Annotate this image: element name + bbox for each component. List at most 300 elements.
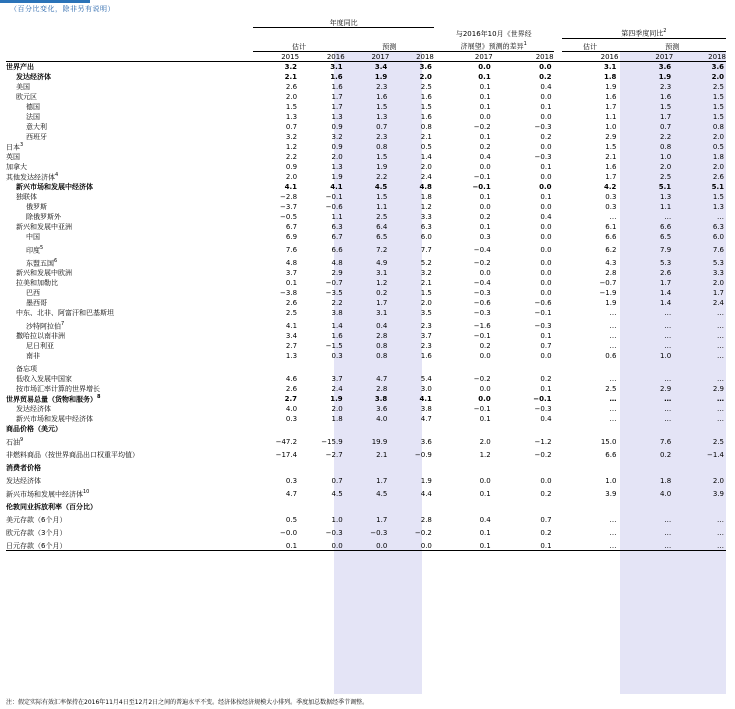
- value-cell: 0.2: [660, 451, 672, 459]
- value-cell: 0.0: [539, 63, 552, 71]
- outlook-table: [6, 16, 726, 551]
- value-cell: −0.5: [280, 213, 298, 221]
- row-label-text: 世界贸易总量（货物和服务）: [6, 395, 97, 403]
- value-cell: 15.0: [600, 438, 617, 446]
- value-cell: −1.5: [325, 342, 343, 350]
- value-cell: 1.0: [660, 153, 672, 161]
- value-cell: 0.1: [540, 332, 552, 340]
- value-cell: 0.3: [285, 477, 298, 485]
- table-row: [6, 221, 726, 231]
- row-label-text: 发达经济体: [16, 405, 51, 413]
- row-label-text: 东盟五国: [26, 259, 54, 267]
- value-cell: [493, 360, 554, 373]
- value-cell: 2.0: [420, 163, 432, 171]
- value-cell: 0.0: [540, 203, 552, 211]
- value-cell: 0.2: [540, 529, 552, 537]
- value-cell: 3.4: [374, 63, 388, 71]
- row-label: [6, 81, 253, 91]
- value-cell: 6.5: [660, 233, 672, 241]
- value-cell: 2.5: [660, 173, 672, 181]
- value-cell: 4.7: [420, 415, 432, 423]
- table-row: [6, 121, 726, 131]
- column-gap: [554, 485, 562, 498]
- value-cell: 0.2: [540, 375, 552, 383]
- value-cell: 1.2: [420, 203, 432, 211]
- value-cell: 0.1: [479, 415, 491, 423]
- row-label-text: 日元存款（6个月）: [6, 541, 67, 550]
- table-row: [6, 413, 726, 423]
- value-cell: …: [664, 395, 672, 403]
- value-cell: …: [618, 537, 673, 550]
- table-row: [6, 131, 726, 141]
- value-cell: 4.4: [420, 490, 432, 498]
- value-cell: 2.5: [285, 309, 298, 317]
- value-cell: 6.3: [331, 223, 343, 231]
- value-cell: 3.6: [420, 438, 432, 446]
- value-cell: 0.0: [299, 537, 345, 550]
- row-label-text: 墨西哥: [26, 299, 47, 307]
- value-cell: [562, 459, 619, 472]
- table-footnote: 注：假定实际有效汇率保持在2016年11月4日至12月2日之间的普遍水平不变。经济体按经济规模大小排列。季度加总数据经季节调整。: [6, 699, 369, 706]
- diff-header-line2-text: 济展望》预测的差异: [460, 42, 524, 51]
- value-cell: 0.4: [479, 153, 491, 161]
- value-cell: [434, 459, 493, 472]
- value-cell: 6.6: [605, 233, 617, 241]
- table-row: [6, 267, 726, 277]
- table-row: [6, 231, 726, 241]
- value-cell: 0.8: [376, 352, 388, 360]
- value-cell: −0.3: [534, 153, 552, 161]
- value-cell: [618, 360, 673, 373]
- row-label-text: 拉美和加勒比: [16, 279, 58, 287]
- row-label-text: 新兴和发展中欧洲: [16, 269, 72, 277]
- value-cell: 4.1: [419, 395, 432, 403]
- year-col-3: 2017: [345, 51, 390, 61]
- value-cell: 0.8: [420, 123, 432, 131]
- value-cell: [673, 459, 726, 472]
- value-cell: 0.9: [331, 143, 343, 151]
- value-cell: 2.3: [420, 322, 432, 330]
- table-row: [6, 111, 726, 121]
- column-gap: [554, 91, 562, 101]
- table-row: [6, 537, 726, 550]
- footnote-marker: 8: [97, 393, 101, 400]
- value-cell: …: [609, 332, 617, 340]
- value-cell: 0.5: [712, 143, 724, 151]
- value-cell: [345, 360, 390, 373]
- row-label: [6, 254, 253, 267]
- value-cell: …: [717, 213, 724, 221]
- value-cell: 0.0: [540, 246, 552, 254]
- value-cell: 3.7: [331, 375, 343, 383]
- value-cell: 4.8: [419, 183, 432, 191]
- value-cell: 0.7: [540, 342, 552, 350]
- table-row: [6, 330, 726, 340]
- value-cell: …: [609, 213, 617, 221]
- value-cell: 0.7: [285, 123, 298, 131]
- value-cell: 1.2: [285, 143, 298, 151]
- table-row: [6, 141, 726, 151]
- value-cell: 1.6: [331, 332, 343, 340]
- value-cell: 2.6: [285, 83, 298, 91]
- row-label: [6, 340, 253, 350]
- value-cell: …: [609, 529, 617, 537]
- value-cell: −0.1: [473, 405, 491, 413]
- column-gap: [554, 287, 562, 297]
- value-cell: …: [664, 309, 672, 317]
- value-cell: −0.4: [473, 246, 491, 254]
- value-cell: 3.7: [285, 269, 298, 277]
- value-cell: 1.8: [604, 73, 617, 81]
- column-gap: [554, 340, 562, 350]
- value-cell: 1.3: [376, 113, 388, 121]
- value-cell: 2.0: [285, 173, 298, 181]
- value-cell: 2.8: [376, 332, 388, 340]
- row-label: [6, 350, 253, 360]
- value-cell: 1.7: [605, 173, 617, 181]
- value-cell: 0.1: [479, 193, 491, 201]
- value-cell: 3.6: [658, 63, 672, 71]
- value-cell: [618, 459, 673, 472]
- value-cell: 4.2: [604, 183, 617, 191]
- value-cell: −3.7: [280, 203, 298, 211]
- value-cell: 1.0: [331, 516, 343, 524]
- value-cell: 1.6: [420, 352, 432, 360]
- row-label: [6, 71, 253, 81]
- table-row: [6, 101, 726, 111]
- value-cell: −0.4: [473, 279, 491, 287]
- value-cell: 2.0: [712, 477, 724, 485]
- value-cell: 6.0: [420, 233, 432, 241]
- value-cell: 0.8: [376, 143, 388, 151]
- value-cell: −0.1: [472, 183, 491, 191]
- column-gap: [554, 433, 562, 446]
- value-cell: 3.9: [605, 490, 617, 498]
- table-row: [6, 151, 726, 161]
- column-gap: [554, 61, 562, 71]
- column-gap: [554, 330, 562, 340]
- value-cell: 0.1: [479, 490, 491, 498]
- value-cell: 0.0: [540, 289, 552, 297]
- value-cell: 0.1: [493, 537, 554, 550]
- value-cell: 1.0: [605, 477, 617, 485]
- column-gap: [554, 161, 562, 171]
- value-cell: 0.0: [479, 352, 491, 360]
- value-cell: [562, 498, 619, 511]
- row-label-text: 南非: [26, 352, 40, 360]
- value-cell: −0.6: [325, 203, 343, 211]
- value-cell: 2.4: [420, 173, 432, 181]
- value-cell: 0.0: [479, 163, 491, 171]
- column-gap: [554, 360, 562, 373]
- table-row: [6, 191, 726, 201]
- value-cell: 2.5: [712, 83, 724, 91]
- value-cell: 0.4: [540, 83, 552, 91]
- value-cell: 1.0: [605, 123, 617, 131]
- value-cell: 5.2: [420, 259, 432, 267]
- column-gap: [554, 423, 562, 433]
- row-label: [6, 485, 253, 498]
- row-label: [6, 498, 253, 511]
- footnote-marker: 3: [20, 141, 24, 148]
- row-label: [6, 537, 253, 550]
- value-cell: 0.0: [479, 477, 491, 485]
- value-cell: 0.0: [539, 183, 552, 191]
- column-gap: [554, 191, 562, 201]
- table-row: [6, 61, 726, 71]
- value-cell: 3.9: [712, 490, 724, 498]
- value-cell: 0.0: [478, 395, 491, 403]
- value-cell: …: [609, 405, 617, 413]
- value-cell: −0.7: [325, 279, 343, 287]
- year-col-2: 2016: [299, 51, 345, 61]
- value-cell: 1.9: [658, 73, 672, 81]
- value-cell: 1.7: [331, 103, 343, 111]
- value-cell: 2.0: [660, 163, 672, 171]
- value-cell: [345, 423, 390, 433]
- table-row: [6, 393, 726, 403]
- value-cell: 1.2: [376, 279, 388, 287]
- column-gap: [554, 101, 562, 111]
- table-row: [6, 307, 726, 317]
- value-cell: 2.8: [420, 516, 432, 524]
- value-cell: [299, 360, 345, 373]
- value-cell: 0.0: [389, 537, 434, 550]
- footnote-marker: 5: [40, 244, 44, 251]
- value-cell: …: [717, 415, 724, 423]
- value-cell: 0.0: [540, 113, 552, 121]
- value-cell: …: [664, 213, 672, 221]
- table-row: [6, 201, 726, 211]
- value-cell: [253, 423, 299, 433]
- value-cell: 0.1: [479, 133, 491, 141]
- value-cell: …: [717, 395, 724, 403]
- value-cell: 0.7: [331, 477, 343, 485]
- value-cell: 1.8: [420, 193, 432, 201]
- row-label: [6, 101, 253, 111]
- value-cell: 1.1: [660, 203, 672, 211]
- value-cell: 2.0: [285, 93, 298, 101]
- value-cell: …: [609, 322, 617, 330]
- value-cell: 0.2: [540, 133, 552, 141]
- value-cell: 7.6: [285, 246, 298, 254]
- column-gap: [554, 307, 562, 317]
- column-gap: [554, 81, 562, 91]
- row-label: [6, 307, 253, 317]
- value-cell: 0.0: [479, 203, 491, 211]
- row-label: [6, 330, 253, 340]
- value-cell: 2.6: [285, 385, 298, 393]
- value-cell: 2.9: [605, 133, 617, 141]
- row-label: [6, 191, 253, 201]
- value-cell: 4.1: [330, 183, 343, 191]
- table-body: [6, 61, 726, 550]
- value-cell: 1.3: [660, 193, 672, 201]
- value-cell: 0.4: [376, 322, 388, 330]
- row-label: [6, 459, 253, 472]
- value-cell: 4.6: [285, 375, 298, 383]
- header-accent-bar: [0, 0, 90, 3]
- value-cell: −0.3: [473, 309, 491, 317]
- column-gap: [554, 350, 562, 360]
- value-cell: 6.5: [376, 233, 388, 241]
- value-cell: 1.5: [376, 153, 388, 161]
- value-cell: 1.9: [331, 173, 343, 181]
- table-row: [6, 373, 726, 383]
- value-cell: 2.8: [605, 269, 617, 277]
- value-cell: 3.8: [331, 309, 343, 317]
- diff-header-line1: 与2016年10月《世界经: [455, 30, 532, 38]
- row-label: [6, 413, 253, 423]
- value-cell: 4.7: [376, 375, 388, 383]
- row-label-text: 沙特阿拉伯: [26, 322, 61, 330]
- value-cell: 0.0: [479, 385, 491, 393]
- value-cell: 2.0: [419, 73, 432, 81]
- value-cell: 1.9: [374, 73, 388, 81]
- value-cell: 6.4: [376, 223, 388, 231]
- row-label: [6, 373, 253, 383]
- value-cell: …: [664, 332, 672, 340]
- value-cell: [253, 459, 299, 472]
- column-gap: [554, 111, 562, 121]
- value-cell: 1.1: [376, 203, 388, 211]
- value-cell: [673, 423, 726, 433]
- value-cell: 1.0: [660, 352, 672, 360]
- value-cell: 0.0: [479, 113, 491, 121]
- row-label: [6, 211, 253, 221]
- column-gap: [554, 537, 562, 550]
- row-label-text: 消费者价格: [6, 464, 41, 472]
- value-cell: −0.2: [534, 451, 552, 459]
- value-cell: 0.0: [540, 143, 552, 151]
- value-cell: …: [664, 529, 672, 537]
- value-cell: [493, 459, 554, 472]
- column-gap: [554, 297, 562, 307]
- value-cell: 6.9: [285, 233, 298, 241]
- value-cell: 4.3: [605, 259, 617, 267]
- value-cell: 3.2: [284, 63, 298, 71]
- table-row: [6, 317, 726, 330]
- value-cell: 1.4: [660, 299, 672, 307]
- value-cell: [299, 459, 345, 472]
- row-label-text: 欧元存款（3个月）: [6, 529, 67, 537]
- q4-header-sup: 2: [663, 28, 667, 35]
- value-cell: −3.5: [325, 289, 343, 297]
- value-cell: −15.9: [321, 438, 343, 446]
- row-label-text: 英国: [6, 153, 20, 161]
- value-cell: 0.1: [434, 537, 493, 550]
- table-row: [6, 241, 726, 254]
- value-cell: 6.2: [605, 246, 617, 254]
- row-label: [6, 360, 253, 373]
- value-cell: −0.3: [534, 322, 552, 330]
- value-cell: 0.0: [540, 173, 552, 181]
- value-cell: 1.8: [712, 153, 724, 161]
- value-cell: [345, 459, 390, 472]
- table-row: [6, 446, 726, 459]
- value-cell: [434, 498, 493, 511]
- value-cell: 2.9: [660, 385, 672, 393]
- value-cell: 3.2: [285, 133, 298, 141]
- row-label: [6, 403, 253, 413]
- value-cell: …: [717, 516, 724, 524]
- row-label-text: 法国: [26, 113, 40, 121]
- row-label-text: 日本: [6, 143, 20, 151]
- table-row: [6, 423, 726, 433]
- value-cell: 3.2: [331, 133, 343, 141]
- value-cell: −0.2: [414, 529, 432, 537]
- value-cell: 1.5: [285, 103, 298, 111]
- row-label: [6, 241, 253, 254]
- value-cell: 0.0: [478, 63, 491, 71]
- value-cell: …: [609, 516, 617, 524]
- column-gap: [554, 373, 562, 383]
- value-cell: 4.0: [376, 415, 388, 423]
- row-label-text: 新兴市场和发展中经济体: [6, 490, 83, 498]
- diff-header-sup: 1: [523, 41, 527, 48]
- value-cell: 0.8: [660, 143, 672, 151]
- table-row: [6, 511, 726, 524]
- row-label-text: 石油: [6, 438, 20, 446]
- value-cell: 2.6: [712, 173, 724, 181]
- value-cell: 1.6: [376, 93, 388, 101]
- row-label-text: 中国: [26, 233, 40, 241]
- row-label: [6, 383, 253, 393]
- column-gap: [554, 254, 562, 267]
- value-cell: 0.2: [539, 73, 552, 81]
- q4-header: [562, 27, 726, 38]
- value-cell: …: [664, 342, 672, 350]
- column-gap: [554, 241, 562, 254]
- value-cell: −0.1: [473, 332, 491, 340]
- value-cell: 0.3: [285, 415, 298, 423]
- value-cell: 1.9: [376, 163, 388, 171]
- value-cell: 5.1: [711, 183, 724, 191]
- value-cell: 1.7: [660, 279, 672, 287]
- value-cell: 0.1: [285, 279, 298, 287]
- value-cell: [618, 498, 673, 511]
- value-cell: 0.2: [376, 289, 388, 297]
- value-cell: [299, 498, 345, 511]
- value-cell: …: [609, 375, 617, 383]
- value-cell: 2.0: [712, 163, 724, 171]
- value-cell: 7.6: [660, 438, 672, 446]
- value-cell: [345, 498, 390, 511]
- row-label-text: 尼日利亚: [26, 342, 54, 350]
- value-cell: 1.5: [376, 103, 388, 111]
- row-label-text: 西班牙: [26, 133, 47, 141]
- value-cell: 0.7: [660, 123, 672, 131]
- table-row: [6, 360, 726, 373]
- value-cell: 2.0: [420, 299, 432, 307]
- table-row: [6, 297, 726, 307]
- row-label-text: 按市场汇率计算的世界增长: [16, 385, 100, 393]
- value-cell: 1.5: [712, 93, 724, 101]
- table-row: [6, 211, 726, 221]
- table-row: [6, 485, 726, 498]
- row-label: [6, 393, 253, 403]
- value-cell: 3.6: [419, 63, 432, 71]
- value-cell: …: [609, 415, 617, 423]
- value-cell: 0.7: [540, 516, 552, 524]
- row-label: [6, 121, 253, 131]
- value-cell: 2.2: [660, 133, 672, 141]
- value-cell: 4.5: [376, 490, 388, 498]
- value-cell: −0.3: [325, 529, 343, 537]
- footnote-marker: 4: [55, 171, 59, 178]
- value-cell: 0.3: [331, 352, 343, 360]
- column-gap: [554, 171, 562, 181]
